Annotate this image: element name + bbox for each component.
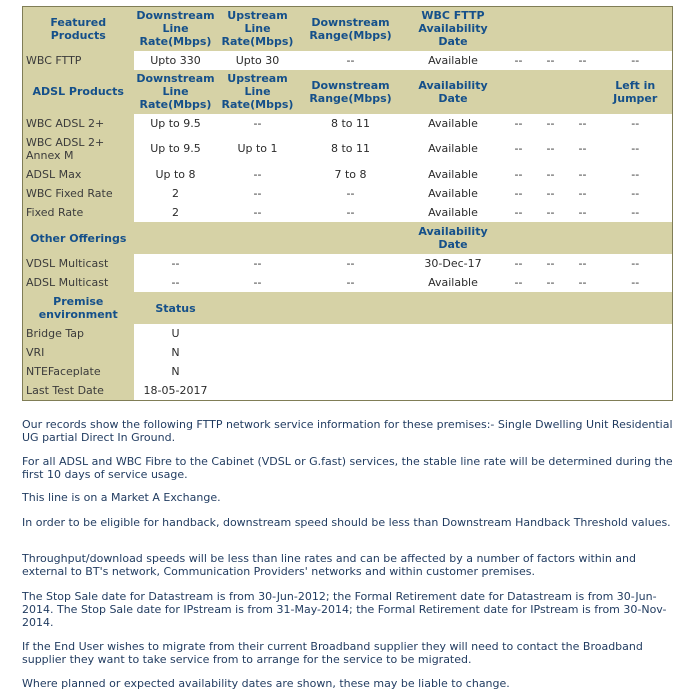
table-cell: -- — [599, 184, 673, 203]
table-cell — [567, 343, 599, 362]
table-cell: -- — [218, 165, 298, 184]
table-row — [23, 254, 673, 273]
table-cell — [535, 362, 567, 381]
table-cell: -- — [567, 165, 599, 184]
table-cell: -- — [535, 165, 567, 184]
table-cell: -- — [298, 254, 404, 273]
column-header: Availability Date — [404, 70, 503, 114]
table-cell: -- — [218, 203, 298, 222]
table-cell — [599, 324, 673, 343]
table-cell: -- — [298, 184, 404, 203]
row-label: ADSL Multicast — [23, 273, 134, 292]
table-row — [23, 133, 673, 165]
table-cell — [535, 343, 567, 362]
table-cell: Up to 9.5 — [134, 133, 218, 165]
availability-results-table — [22, 6, 673, 401]
row-label: Last Test Date — [23, 381, 134, 400]
table-cell: -- — [218, 184, 298, 203]
column-header — [567, 222, 599, 254]
table-cell — [535, 381, 567, 400]
table-cell: 8 to 11 — [298, 133, 404, 165]
table-cell — [298, 362, 404, 381]
section-header-row — [23, 222, 673, 254]
table-cell: -- — [599, 51, 673, 70]
table-cell: N — [134, 362, 218, 381]
section-header-row — [23, 292, 673, 324]
table-row — [23, 343, 673, 362]
table-cell: -- — [535, 184, 567, 203]
column-header — [535, 292, 567, 324]
table-cell: -- — [134, 273, 218, 292]
section-title: Other Offerings — [23, 222, 134, 254]
table-cell: -- — [503, 184, 535, 203]
column-header — [503, 7, 535, 51]
row-label: NTEFaceplate — [23, 362, 134, 381]
table-row — [23, 273, 673, 292]
table-cell — [599, 362, 673, 381]
table-cell — [503, 343, 535, 362]
table-cell: N — [134, 343, 218, 362]
note-paragraph: If the End User wishes to migrate from their current Broadband supplier they will need to contact the Broadband supplier they want to take service from to arrange for the service to be migrated. — [22, 640, 643, 666]
table-cell: U — [134, 324, 218, 343]
table-cell: -- — [567, 254, 599, 273]
table-cell: -- — [503, 114, 535, 133]
row-label: VDSL Multicast — [23, 254, 134, 273]
table-cell — [218, 381, 298, 400]
note-paragraph: This line is on a Market A Exchange. — [22, 491, 221, 504]
table-cell — [218, 324, 298, 343]
section-header-row — [23, 7, 673, 51]
table-cell: Up to 1 — [218, 133, 298, 165]
row-label: WBC FTTP — [23, 51, 134, 70]
table-cell: 18-05-2017 — [134, 381, 218, 400]
table-row — [23, 165, 673, 184]
table-cell — [599, 381, 673, 400]
table-cell — [503, 362, 535, 381]
table-cell: -- — [503, 254, 535, 273]
table-cell: -- — [567, 114, 599, 133]
column-header: Status — [134, 292, 218, 324]
column-header — [503, 70, 535, 114]
column-header — [298, 222, 404, 254]
table-cell: -- — [535, 114, 567, 133]
table-row — [23, 184, 673, 203]
table-cell: -- — [535, 254, 567, 273]
table-cell: 7 to 8 — [298, 165, 404, 184]
table-cell: -- — [503, 51, 535, 70]
table-cell: -- — [535, 51, 567, 70]
column-header — [218, 292, 298, 324]
column-header: Upstream Line Rate(Mbps) — [218, 7, 298, 51]
table-row — [23, 203, 673, 222]
table-cell: 2 — [134, 203, 218, 222]
table-cell: Available — [404, 273, 503, 292]
table-cell: -- — [218, 273, 298, 292]
note-paragraph: For all ADSL and WBC Fibre to the Cabinet (VDSL or G.fast) services, the stable line rate will be determined during the first 10 days of service usage. — [22, 455, 673, 481]
table-cell: -- — [599, 203, 673, 222]
table-row — [23, 51, 673, 70]
row-label: VRI — [23, 343, 134, 362]
section-header-row — [23, 70, 673, 114]
note-paragraph: Our records show the following FTTP network service information for these premises:- Single Dwelling Unit Residential UG partial Direct In Ground. — [22, 418, 673, 444]
table-cell: -- — [503, 165, 535, 184]
table-cell: -- — [599, 114, 673, 133]
table-cell: Upto 330 — [134, 51, 218, 70]
table-cell: -- — [567, 203, 599, 222]
table-cell — [404, 381, 503, 400]
row-label: WBC ADSL 2+ Annex M — [23, 133, 134, 165]
table-cell — [298, 343, 404, 362]
table-row — [23, 362, 673, 381]
column-header — [404, 292, 503, 324]
table-cell: 30-Dec-17 — [404, 254, 503, 273]
table-cell: -- — [599, 254, 673, 273]
table-cell: -- — [567, 133, 599, 165]
table-cell — [404, 362, 503, 381]
table-cell: -- — [134, 254, 218, 273]
table-cell: -- — [298, 203, 404, 222]
table-row — [23, 381, 673, 400]
column-header — [503, 292, 535, 324]
column-header: Downstream Range(Mbps) — [298, 70, 404, 114]
table-cell: -- — [567, 184, 599, 203]
table-cell — [404, 343, 503, 362]
table-cell — [298, 381, 404, 400]
table-cell: -- — [503, 203, 535, 222]
note-paragraph: In order to be eligible for handback, downstream speed should be less than Downstream Handback Threshold values. — [22, 516, 671, 529]
column-header — [134, 222, 218, 254]
column-header — [599, 292, 673, 324]
table-cell — [404, 324, 503, 343]
table-cell: 2 — [134, 184, 218, 203]
column-header: Downstream Range(Mbps) — [298, 7, 404, 51]
table-cell: -- — [503, 273, 535, 292]
column-header — [298, 292, 404, 324]
table-cell: Up to 8 — [134, 165, 218, 184]
column-header: Upstream Line Rate(Mbps) — [218, 70, 298, 114]
column-header — [599, 7, 673, 51]
table-cell: -- — [218, 254, 298, 273]
section-title: Featured Products — [23, 7, 134, 51]
table-cell — [298, 324, 404, 343]
table-cell — [567, 324, 599, 343]
table-cell: -- — [567, 51, 599, 70]
column-header: Left in Jumper — [599, 70, 673, 114]
table-cell: Available — [404, 184, 503, 203]
table-cell: -- — [599, 273, 673, 292]
table-cell: 8 to 11 — [298, 114, 404, 133]
column-header — [599, 222, 673, 254]
table-cell: -- — [599, 165, 673, 184]
table-cell — [503, 381, 535, 400]
column-header — [567, 292, 599, 324]
table-cell: -- — [535, 203, 567, 222]
column-header — [567, 70, 599, 114]
table-cell: -- — [298, 273, 404, 292]
table-cell — [535, 324, 567, 343]
table-cell — [567, 381, 599, 400]
table-cell: -- — [599, 133, 673, 165]
table-cell: Available — [404, 51, 503, 70]
table-cell: -- — [567, 273, 599, 292]
column-header: Availability Date — [404, 222, 503, 254]
table-cell: Available — [404, 114, 503, 133]
note-paragraph: Throughput/download speeds will be less than line rates and can be affected by a number of factors within and external to BT's network, Communication Providers' networks and within customer premises. — [22, 552, 637, 578]
column-header: Downstream Line Rate(Mbps) — [134, 70, 218, 114]
row-label: WBC Fixed Rate — [23, 184, 134, 203]
section-title: ADSL Products — [23, 70, 134, 114]
column-header — [503, 222, 535, 254]
column-header: WBC FTTP Availability Date — [404, 7, 503, 51]
table-cell: -- — [535, 133, 567, 165]
table-cell: -- — [218, 114, 298, 133]
column-header — [535, 7, 567, 51]
column-header — [535, 70, 567, 114]
table-cell: Available — [404, 165, 503, 184]
column-header — [535, 222, 567, 254]
table-cell: Available — [404, 203, 503, 222]
column-header — [567, 7, 599, 51]
table-cell: -- — [503, 133, 535, 165]
note-paragraph: Where planned or expected availability dates are shown, these may be liable to change. — [22, 677, 510, 690]
column-header: Downstream Line Rate(Mbps) — [134, 7, 218, 51]
note-paragraph: The Stop Sale date for Datastream is from 30-Jun-2012; the Formal Retirement date for Datastream is from 30-Jun-2014. The Stop Sale date for IPstream is from 31-May-2014; the Formal Retirement date for IPstream is from 30-Nov-2014. — [22, 590, 667, 629]
row-label: ADSL Max — [23, 165, 134, 184]
table-cell — [599, 343, 673, 362]
table-cell — [503, 324, 535, 343]
section-title: Premise environment — [23, 292, 134, 324]
table-row — [23, 324, 673, 343]
row-label: WBC ADSL 2+ — [23, 114, 134, 133]
table-cell: Upto 30 — [218, 51, 298, 70]
table-row — [23, 114, 673, 133]
table-cell: -- — [298, 51, 404, 70]
row-label: Bridge Tap — [23, 324, 134, 343]
table-cell — [567, 362, 599, 381]
row-label: Fixed Rate — [23, 203, 134, 222]
table-cell — [218, 343, 298, 362]
column-header — [218, 222, 298, 254]
table-cell — [218, 362, 298, 381]
table-cell: Up to 9.5 — [134, 114, 218, 133]
table-cell: Available — [404, 133, 503, 165]
table-cell: -- — [535, 273, 567, 292]
